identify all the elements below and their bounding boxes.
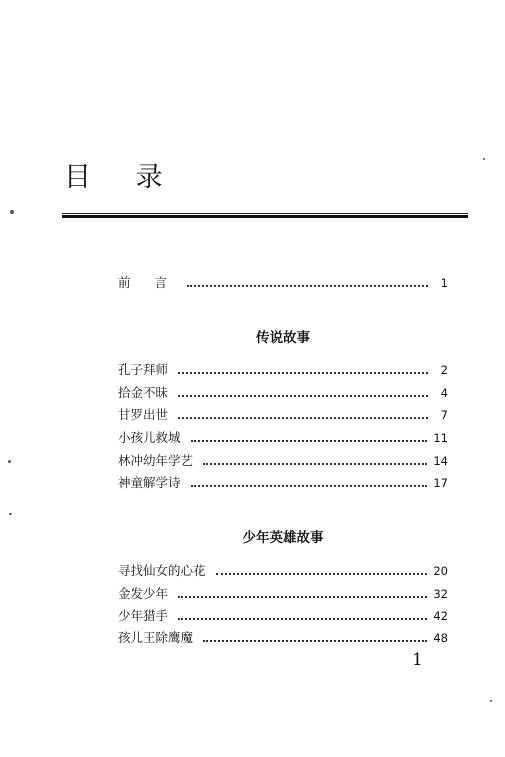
dot-leader	[178, 417, 428, 419]
dot-leader	[191, 440, 428, 442]
toc-entry-page: 4	[440, 386, 448, 400]
toc-entry-page: 42	[433, 609, 448, 623]
dot-leader	[216, 573, 428, 575]
dot-leader	[203, 463, 427, 465]
toc-entry-page: 11	[433, 431, 448, 445]
toc-entry-page: 1	[440, 276, 448, 290]
section-heading-legends: 传说故事	[256, 330, 310, 346]
toc-entry-preface[interactable]	[118, 275, 448, 291]
section-heading-young-heroes: 少年英雄故事	[242, 530, 324, 546]
toc-entry-title: 孩儿王除鹰魔	[118, 630, 194, 645]
toc-entry-page: 14	[433, 454, 448, 468]
toc-entry-title: 孔子拜师	[118, 362, 169, 377]
toc-entry-page: 20	[433, 564, 448, 578]
toc-entry-title: 前 言	[118, 275, 177, 290]
toc-entry[interactable]	[118, 608, 448, 624]
dot-leader	[178, 372, 428, 374]
toc-entry-title: 少年猎手	[118, 608, 169, 623]
toc-entry-title: 甘罗出世	[118, 407, 169, 422]
title-rule-thin	[62, 213, 468, 214]
scan-speck	[10, 210, 14, 214]
toc-entry-title: 林冲幼年学艺	[118, 453, 194, 468]
toc-entry[interactable]	[118, 385, 448, 401]
toc-entry[interactable]	[118, 563, 448, 579]
toc-entry-page: 48	[433, 631, 448, 645]
toc-entry[interactable]	[118, 407, 448, 423]
toc-entry[interactable]	[118, 430, 448, 446]
toc-entry-title: 神童解学诗	[118, 475, 181, 490]
scan-speck	[490, 700, 492, 702]
toc-entry-title: 寻找仙女的心花	[118, 563, 206, 578]
scan-speck	[9, 513, 12, 515]
toc-entry[interactable]	[118, 453, 448, 469]
title-rule-thick	[62, 215, 468, 218]
scan-speck	[483, 158, 485, 160]
dot-leader	[178, 395, 428, 397]
toc-entry-title: 拾金不昧	[118, 385, 169, 400]
toc-entry-page: 7	[440, 408, 448, 422]
page-title: 目 录	[64, 162, 181, 193]
dot-leader	[187, 285, 428, 287]
page-number: 1	[412, 650, 423, 670]
dot-leader	[191, 485, 428, 487]
toc-entry[interactable]	[118, 475, 448, 491]
toc-entry-page: 17	[433, 476, 448, 490]
scan-speck	[8, 460, 11, 463]
dot-leader	[178, 618, 427, 620]
dot-leader	[203, 640, 427, 642]
toc-entry[interactable]	[118, 362, 448, 378]
toc-entry[interactable]	[118, 586, 448, 602]
toc-entry-title: 小孩儿救城	[118, 430, 181, 445]
toc-entry-page: 32	[433, 587, 448, 601]
dot-leader	[178, 596, 427, 598]
toc-entry-title: 金发少年	[118, 586, 169, 601]
toc-entry-page: 2	[440, 363, 448, 377]
toc-entry[interactable]	[118, 630, 448, 646]
